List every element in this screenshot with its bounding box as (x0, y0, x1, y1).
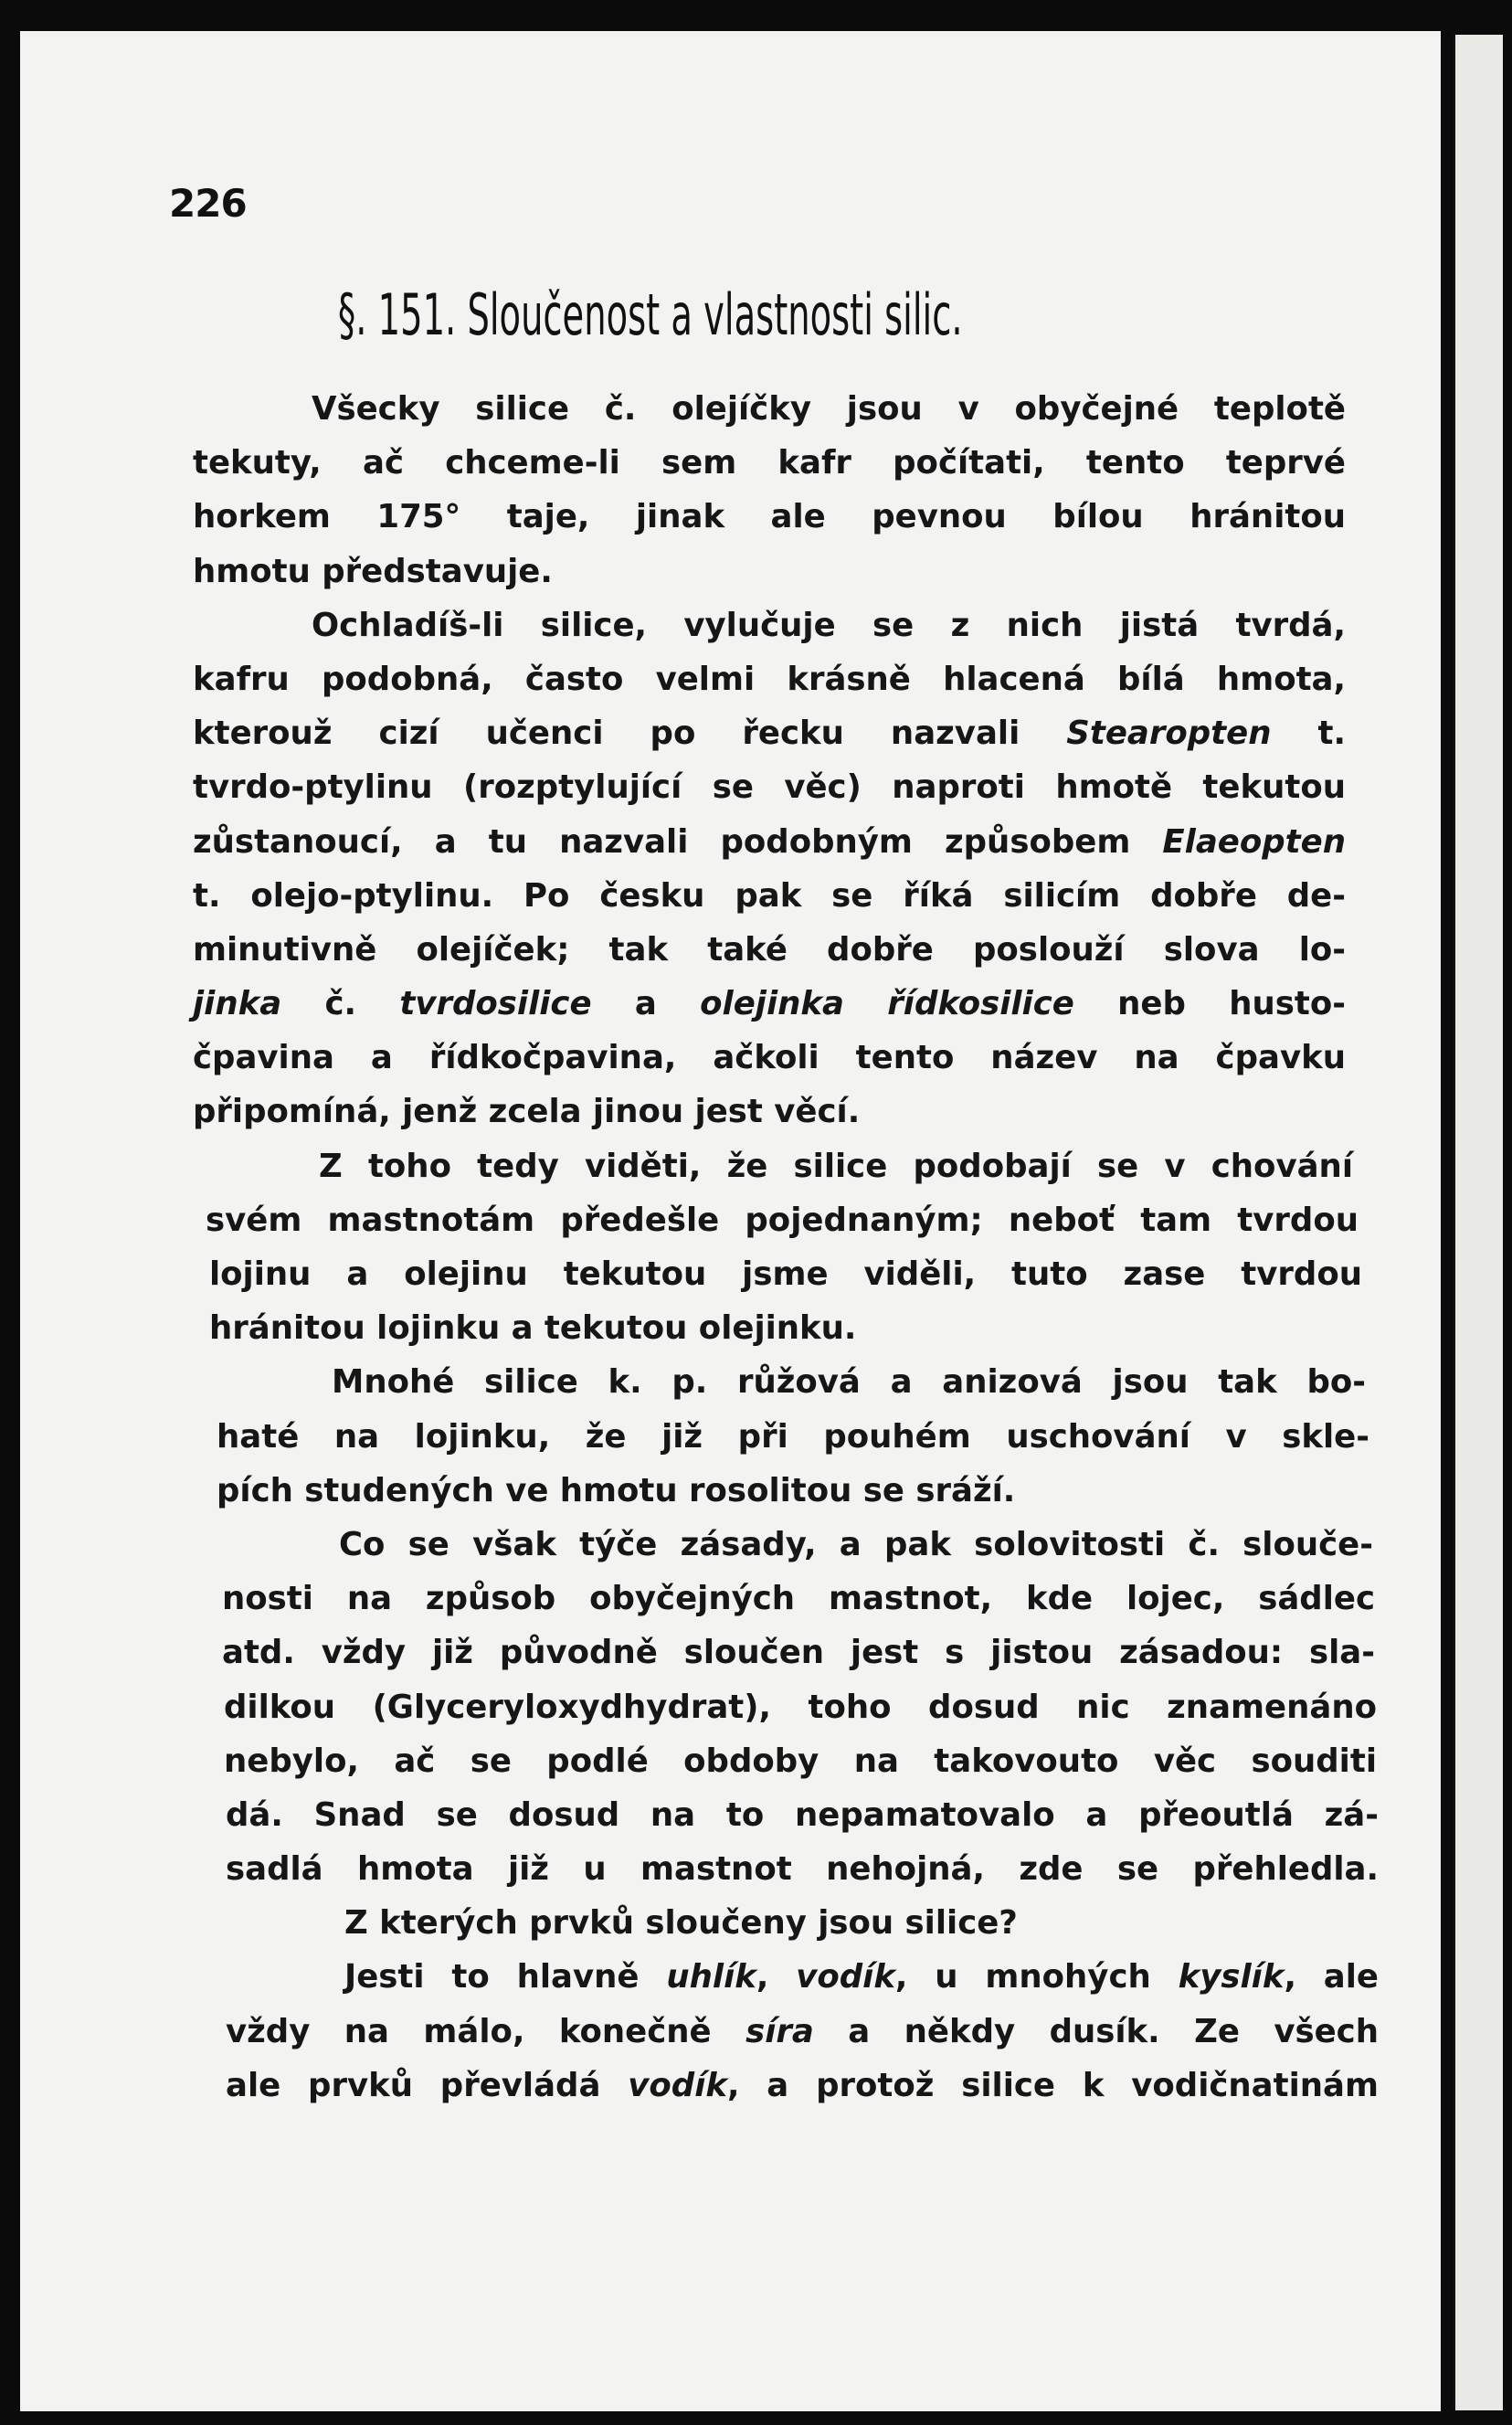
text-line: lojinu a olejinu tekutou jsme viděli, tuto zase tvrdou (209, 1255, 1362, 1293)
text-line: tekuty, ač chceme-li sem kafr počítati, tento teprvé (193, 444, 1346, 482)
body-text (189, 382, 1379, 2113)
text-line: tvrdo-ptylinu (rozptylující se věc) naproti hmotě tekutou (193, 768, 1346, 807)
text-line: dá. Snad se dosud na to nepamatovalo a přeoutlá zá- (226, 1795, 1379, 1834)
text-line: čpavina a řídkočpavina, ačkoli tento název na čpavku (193, 1039, 1346, 1077)
text-line: připomíná, jenž zcela jinou jest věcí. (193, 1093, 861, 1131)
text-line: Ochladíš-li silice, vylučuje se z nich jistá tvrdá, (312, 606, 1346, 644)
text-line: nosti na způsob obyčejných mastnot, kde lojec, sádlec (222, 1580, 1375, 1618)
text-line: kafru podobná, často velmi krásně hlacená bílá hmota, (193, 660, 1346, 698)
text-line: haté na lojinku, že již při pouhém uschování v skle- (217, 1417, 1369, 1456)
text-line: ale prvků převládá vodík, a protož silice k vodičnatinám (226, 2066, 1379, 2104)
text-line: dilkou (Glyceryloxydhydrat), toho dosud nic znamenáno (224, 1688, 1377, 1726)
section-heading: §. 151. Sloučenost a vlastnosti silic. (338, 281, 963, 348)
text-line: atd. vždy již původně sloučen jest s jistou zásadou: sla- (222, 1634, 1375, 1672)
text-line: hránitou lojinku a tekutou olejinku. (209, 1309, 857, 1348)
text-line: t. olejo-ptylinu. Po česku pak se říká silicím dobře de- (193, 876, 1346, 915)
text-line: Co se však týče zásady, a pak solovitosti č. slouče- (339, 1525, 1373, 1563)
text-line: nebylo, ač se podlé obdoby na takovouto věc souditi (224, 1742, 1377, 1780)
text-line: hmotu představuje. (193, 552, 553, 590)
text-line: kterouž cizí učenci po řecku nazvali Stearopten t. (193, 715, 1346, 753)
text-line: vždy na málo, konečně síra a někdy dusík. Ze všech (226, 2012, 1379, 2050)
text-line: Mnohé silice k. p. růžová a anizová jsou tak bo- (332, 1363, 1366, 1402)
text-line: horkem 175° taje, jinak ale pevnou bílou hránitou (193, 498, 1346, 536)
text-line: jinka č. tvrdosilice a olejinka řídkosilice neb husto- (193, 985, 1347, 1023)
text-line: svém mastnotám předešle pojednaným; neboť tam tvrdou (206, 1201, 1359, 1239)
text-line: Z toho tedy viděti, že silice podobají se v chování (319, 1147, 1353, 1185)
page-number: 226 (169, 181, 247, 226)
text-line: Jesti to hlavně uhlík, vodík, u mnohých kyslík, ale (344, 1958, 1379, 1996)
text-line: Z kterých prvků sloučeny jsou silice? (344, 1904, 1018, 1943)
text-line: zůstanoucí, a tu nazvali podobným způsobem Elaeopten (193, 822, 1346, 861)
text-line: pích studených ve hmotu rosolitou se sráží. (217, 1471, 1016, 1509)
text-line: sadlá hmota již u mastnot nehojná, zde se přehledla. (226, 1850, 1379, 1889)
text-line: minutivně olejíček; tak také dobře poslouží slova lo- (193, 930, 1346, 969)
adjacent-page-edge (1453, 35, 1503, 2410)
text-line: Všecky silice č. olejíčky jsou v obyčejné teplotě (312, 390, 1346, 428)
